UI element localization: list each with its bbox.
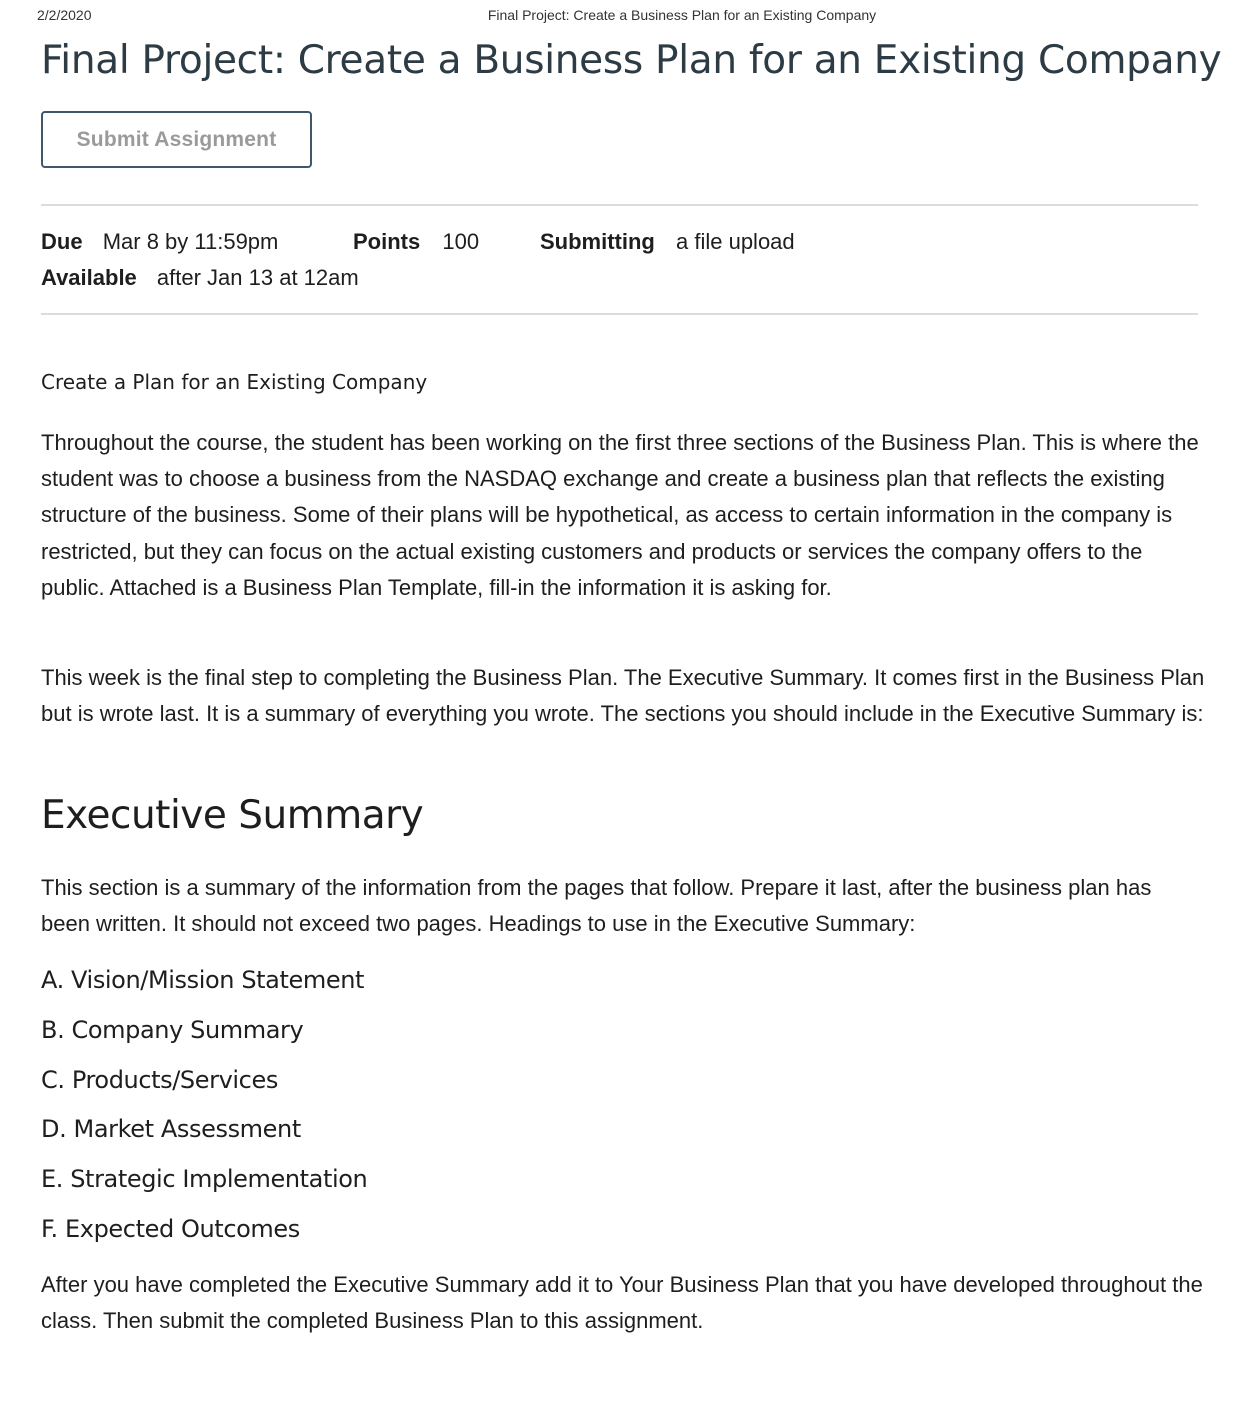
section-heading: Executive Summary	[41, 793, 424, 838]
points-label: Points	[353, 229, 421, 254]
available-value: after Jan 13 at 12am	[156, 265, 359, 290]
divider-bottom	[41, 313, 1198, 315]
due-value: Mar 8 by 11:59pm	[102, 229, 279, 254]
submitting-detail	[540, 229, 795, 255]
due-detail	[41, 229, 278, 255]
available-label: Available	[41, 265, 137, 290]
assignment-availability-row	[41, 265, 359, 291]
print-page-title: Final Project: Create a Business Plan for an Existing Company	[487, 7, 877, 23]
list-item: F. Expected Outcomes	[41, 1214, 300, 1243]
executive-summary-headings-list	[41, 962, 367, 1261]
description-paragraph: After you have completed the Executive Summary add it to Your Business Plan that you have developed throughout the class. Then submit the completed Business Plan to this assignment.	[41, 1272, 1203, 1334]
description-subheading: Create a Plan for an Existing Company	[41, 370, 428, 394]
list-item: C. Products/Services	[41, 1065, 278, 1094]
divider-top	[41, 204, 1198, 206]
print-date: 2/2/2020	[37, 7, 92, 23]
description-paragraph: This week is the final step to completing the Business Plan. The Executive Summary. It comes first in the Business Plan but is wrote last. It is a summary of everything you wrote. The sections you should include in the Executive Summary is:	[41, 665, 1205, 727]
list-item: A. Vision/Mission Statement	[41, 966, 365, 994]
description-paragraph: This section is a summary of the information from the pages that follow. Prepare it last, after the business plan has been written. It should not exceed two pages. Headings to use in the Executive Summary:	[41, 875, 1152, 937]
list-item: D. Market Assessment	[41, 1115, 301, 1144]
submitting-value: a file upload	[676, 229, 795, 254]
submitting-label: Submitting	[540, 229, 655, 254]
page-title: Final Project: Create a Business Plan for an Existing Company	[41, 38, 1222, 83]
points-value: 100	[442, 229, 480, 254]
description-paragraph: Throughout the course, the student has been working on the first three sections of the Business Plan. This is where the student was to choose a business from the NASDAQ exchange and create a business plan that reflects the existing structure of the business. Some of their plans will be hypothetical, as access to certain information in the company is restricted, but they can focus on the actual existing customers and products or services the company offers to the public. Attached is a Business Plan Template, fill-in the information it is asking for.	[41, 430, 1199, 600]
list-item: B. Company Summary	[41, 1015, 304, 1044]
submit-assignment-button[interactable]: Submit Assignment	[41, 111, 312, 168]
list-item: E. Strategic Implementation	[41, 1165, 368, 1194]
points-detail	[353, 229, 479, 255]
print-header	[0, 7, 1241, 27]
due-label: Due	[41, 229, 83, 254]
